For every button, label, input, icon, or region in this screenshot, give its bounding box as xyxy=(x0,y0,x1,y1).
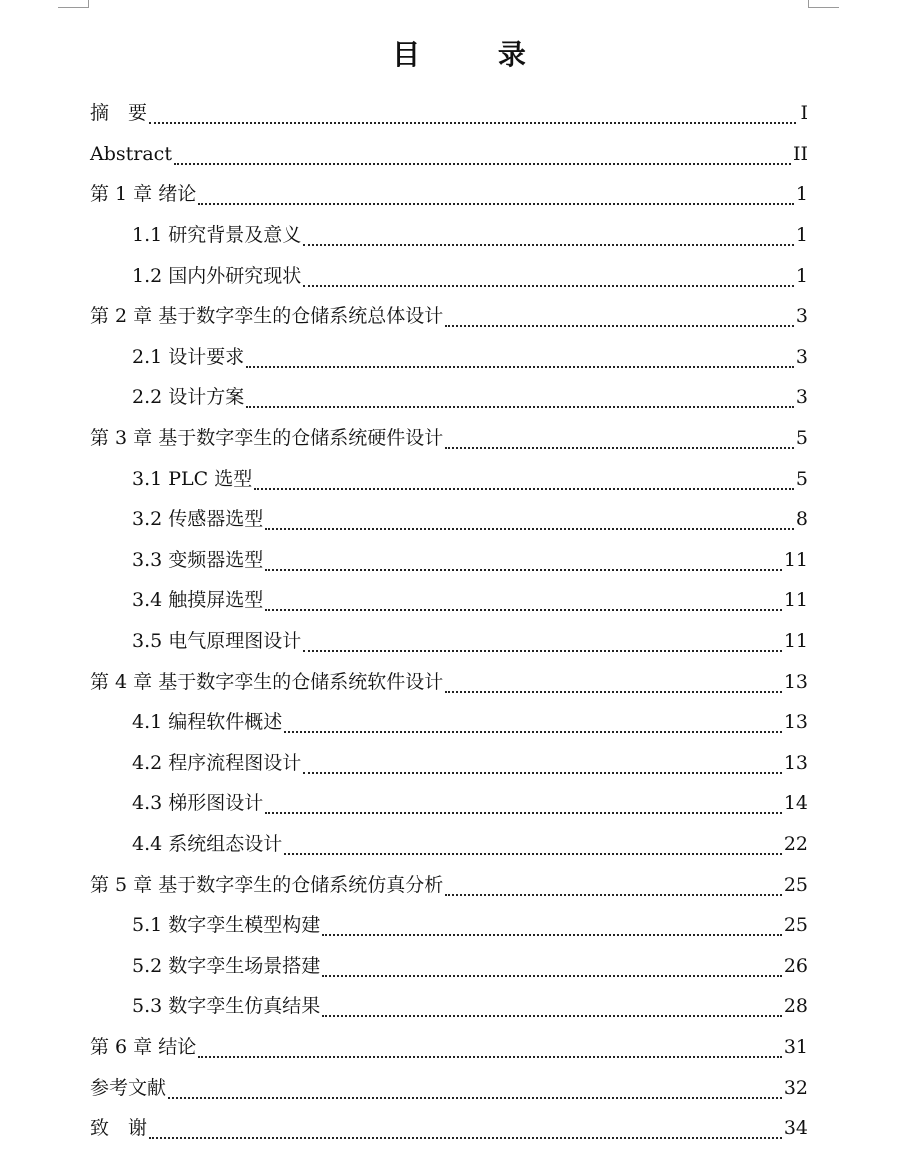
toc-dot-leader xyxy=(322,957,782,977)
toc-entry-page-number[interactable]: 11 xyxy=(783,630,808,653)
toc-entry-label[interactable]: 1.2 国内外研究现状 xyxy=(132,264,302,287)
toc-entry-page-number[interactable]: 8 xyxy=(795,508,808,531)
toc-entry[interactable] xyxy=(90,621,808,662)
toc-entry-page-number[interactable]: 32 xyxy=(783,1076,808,1099)
toc-dot-leader xyxy=(284,713,782,733)
toc-entry[interactable] xyxy=(90,540,808,581)
toc-dot-leader xyxy=(322,916,782,936)
toc-entry-page-number[interactable]: 3 xyxy=(795,305,808,328)
toc-entry-label[interactable]: 致 谢 xyxy=(90,1117,148,1140)
toc-entry-label[interactable]: 4.2 程序流程图设计 xyxy=(132,751,302,774)
toc-entry-page-number[interactable]: I xyxy=(800,102,808,125)
toc-entry[interactable] xyxy=(90,296,808,337)
toc-entry-page-number[interactable]: 13 xyxy=(783,670,808,693)
toc-dot-leader xyxy=(303,754,782,774)
toc-entry-page-number[interactable]: 22 xyxy=(783,832,808,855)
toc-entry-page-number[interactable]: II xyxy=(792,142,808,165)
toc-entry-label[interactable]: 2.2 设计方案 xyxy=(132,386,245,409)
toc-dot-leader xyxy=(254,470,794,490)
toc-entry-label[interactable]: 参考文献 xyxy=(90,1076,167,1099)
toc-entry-page-number[interactable]: 11 xyxy=(783,548,808,571)
toc-entry-label[interactable]: 摘 要 xyxy=(90,102,148,125)
toc-entry-label[interactable]: 第 5 章 基于数字孪生的仓储系统仿真分析 xyxy=(90,873,444,896)
toc-entry-label[interactable]: 3.3 变频器选型 xyxy=(132,548,264,571)
toc-entry[interactable] xyxy=(90,93,808,134)
toc-entry-label[interactable]: 3.2 传感器选型 xyxy=(132,508,264,531)
toc-entry-page-number[interactable]: 1 xyxy=(795,264,808,287)
toc-dot-leader xyxy=(303,632,782,652)
toc-entry[interactable] xyxy=(90,255,808,296)
toc-entry-label[interactable]: 4.1 编程软件概述 xyxy=(132,711,283,734)
toc-entry[interactable] xyxy=(90,215,808,256)
toc-entry-label[interactable]: 2.1 设计要求 xyxy=(132,345,245,368)
toc-entry[interactable] xyxy=(90,783,808,824)
toc-entry[interactable] xyxy=(90,945,808,986)
toc-dot-leader xyxy=(303,226,794,246)
toc-entry[interactable] xyxy=(90,743,808,784)
toc-entry-page-number[interactable]: 1 xyxy=(795,224,808,247)
toc-dot-leader xyxy=(445,429,794,449)
toc-entry-page-number[interactable]: 25 xyxy=(783,914,808,937)
toc-entry-label[interactable]: 5.1 数字孪生模型构建 xyxy=(132,914,321,937)
toc-entry-label[interactable]: 5.3 数字孪生仿真结果 xyxy=(132,995,321,1018)
toc-entry-page-number[interactable]: 25 xyxy=(783,873,808,896)
toc-entry[interactable] xyxy=(90,174,808,215)
toc-entry-label[interactable]: 3.4 触摸屏选型 xyxy=(132,589,264,612)
toc-entry-label[interactable]: 3.1 PLC 选型 xyxy=(132,467,253,490)
toc-dot-leader xyxy=(265,591,782,611)
toc-dot-leader xyxy=(198,185,794,205)
toc-entry-label[interactable]: Abstract xyxy=(90,142,172,165)
toc-entry-label[interactable]: 3.5 电气原理图设计 xyxy=(132,630,302,653)
page-corner-marker-right xyxy=(808,0,839,8)
toc-entry-label[interactable]: 第 1 章 绪论 xyxy=(90,183,197,206)
toc-entry[interactable] xyxy=(90,499,808,540)
toc-entry[interactable] xyxy=(90,580,808,621)
toc-entry-label[interactable]: 5.2 数字孪生场景搭建 xyxy=(132,954,321,977)
toc-dot-leader xyxy=(445,673,782,693)
toc-dot-leader xyxy=(445,307,794,327)
toc-entry-page-number[interactable]: 1 xyxy=(795,183,808,206)
toc-dot-leader xyxy=(322,997,782,1017)
toc-entry[interactable] xyxy=(90,134,808,175)
table-of-contents xyxy=(90,93,808,1148)
page-corner-marker-left xyxy=(58,0,89,8)
toc-entry-page-number[interactable]: 13 xyxy=(783,711,808,734)
toc-dot-leader xyxy=(265,510,794,530)
toc-entry-page-number[interactable]: 5 xyxy=(795,427,808,450)
toc-entry[interactable] xyxy=(90,986,808,1027)
toc-entry-page-number[interactable]: 34 xyxy=(783,1117,808,1140)
toc-entry[interactable] xyxy=(90,864,808,905)
toc-entry-label[interactable]: 第 2 章 基于数字孪生的仓储系统总体设计 xyxy=(90,305,444,328)
toc-entry[interactable] xyxy=(90,418,808,459)
toc-entry-page-number[interactable]: 5 xyxy=(795,467,808,490)
table-of-contents-title: 目 录 xyxy=(392,37,560,71)
toc-entry[interactable] xyxy=(90,824,808,865)
toc-entry[interactable] xyxy=(90,1027,808,1068)
toc-dot-leader xyxy=(246,348,794,368)
toc-entry-label[interactable]: 4.4 系统组态设计 xyxy=(132,832,283,855)
toc-entry[interactable] xyxy=(90,661,808,702)
toc-entry-label[interactable]: 第 6 章 结论 xyxy=(90,1035,197,1058)
toc-dot-leader xyxy=(174,145,791,165)
toc-dot-leader xyxy=(168,1079,782,1099)
toc-entry[interactable] xyxy=(90,905,808,946)
toc-dot-leader xyxy=(265,794,782,814)
toc-dot-leader xyxy=(149,104,796,124)
toc-entry[interactable] xyxy=(90,1067,808,1108)
toc-dot-leader xyxy=(303,267,794,287)
toc-dot-leader xyxy=(265,551,782,571)
toc-entry-page-number[interactable]: 28 xyxy=(783,995,808,1018)
toc-entry-label[interactable]: 第 4 章 基于数字孪生的仓储系统软件设计 xyxy=(90,670,444,693)
toc-entry-page-number[interactable]: 14 xyxy=(783,792,808,815)
toc-entry-page-number[interactable]: 3 xyxy=(795,386,808,409)
toc-entry-page-number[interactable]: 31 xyxy=(783,1035,808,1058)
toc-entry-label[interactable]: 4.3 梯形图设计 xyxy=(132,792,264,815)
toc-entry[interactable] xyxy=(90,377,808,418)
toc-entry[interactable] xyxy=(90,458,808,499)
toc-entry-page-number[interactable]: 11 xyxy=(783,589,808,612)
toc-entry[interactable] xyxy=(90,702,808,743)
toc-entry-page-number[interactable]: 26 xyxy=(783,954,808,977)
toc-entry[interactable] xyxy=(90,337,808,378)
toc-entry-label[interactable]: 1.1 研究背景及意义 xyxy=(132,224,302,247)
toc-dot-leader xyxy=(284,835,782,855)
toc-entry-label[interactable]: 第 3 章 基于数字孪生的仓储系统硬件设计 xyxy=(90,427,444,450)
toc-entry[interactable] xyxy=(90,1108,808,1149)
toc-dot-leader xyxy=(149,1119,782,1139)
toc-entry-page-number[interactable]: 13 xyxy=(783,751,808,774)
toc-dot-leader xyxy=(198,1038,782,1058)
toc-dot-leader xyxy=(246,388,794,408)
toc-dot-leader xyxy=(445,876,782,896)
toc-entry-page-number[interactable]: 3 xyxy=(795,345,808,368)
